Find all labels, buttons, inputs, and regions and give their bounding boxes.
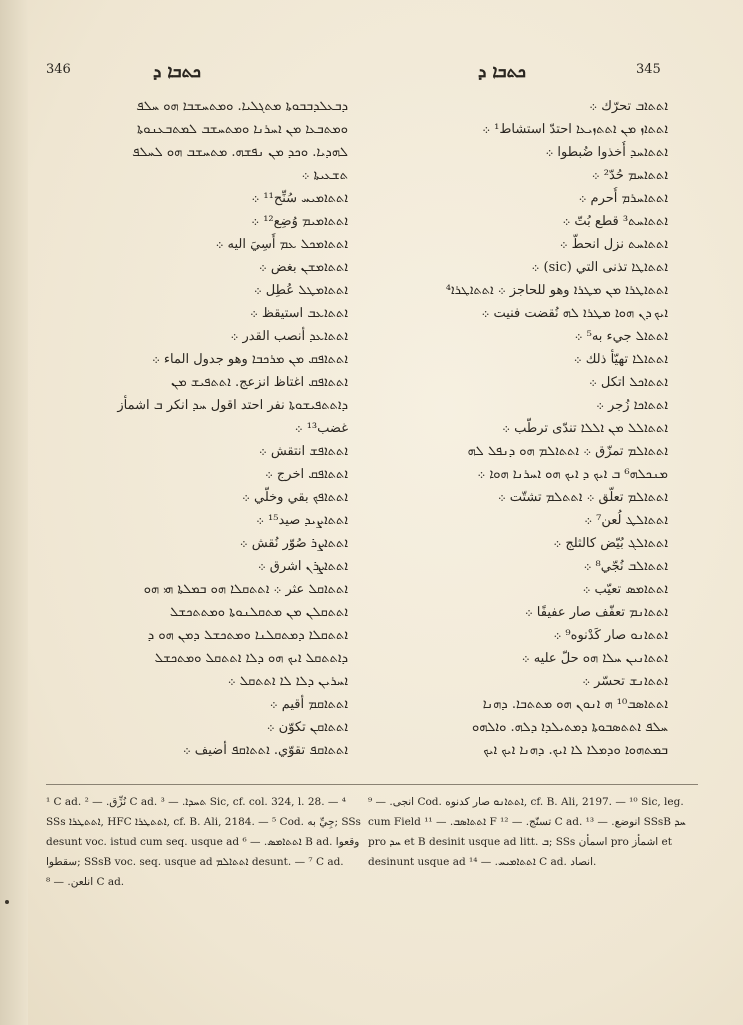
dictionary-entry: ܐܬܬܐܡܝܡ وُضِع¹² ܀ (251, 214, 348, 229)
dictionary-entry: ܐܬܬܐܨܪ صُوّر نُقش ܀ (239, 536, 348, 551)
dictionary-entry: ܒܡܬܗܘܐ ܘܕܡܠܐ ܠܐ ܐܝܟ. ܕܗܢܐ ܐܝܟ ܐܝܟ (483, 743, 668, 758)
dictionary-entry: ܐܬܬܐܨܪܢ اشرق ܀ (257, 559, 348, 574)
dictionary-entry: ܐܬܬܐܠܠ ܡܢ ܐܠܠܐ تندّى ترطّب ܀ (502, 421, 668, 436)
dictionary-entry: ܐܬܬܐܢܫ تحسّر ܀ (582, 674, 668, 689)
dictionary-entry: ܐܬܬܐܙ ܡܢ ܐܬܬܙܝܥܐ احتدّ استشاط¹ ܀ (482, 122, 668, 137)
dictionary-entry: ܡܢܟܠܗ⁶ ܒ ܐܝܟ ܕ ܐܝܟ ܗܘ ܐܚܪܢܐ ܗܘܐ ܀ (477, 467, 668, 482)
dictionary-entry: ܐܬܬܐܣܒ¹⁰ ܗ ܐܢܘܢ ܗܘ ܡܬܬܒܐ. ܕܗܢܐ (482, 697, 668, 712)
dictionary-entry: ܐܬܬܐܡܟܠ ܥܡ أَسِيَ اليه ܀ (215, 237, 348, 252)
dictionary-entry: ܐܬܬܐܠܡ تمزّق ܀ ܐܬܬܐܠܡ ܗܘ ܕܢܦܠ ܠܗ (467, 444, 668, 459)
dictionary-entry: ܐܬܬܐܟܠ اتكل ܀ (588, 375, 668, 390)
dictionary-entry: ܐܬܬܐܠܛ لُعن⁷ ܀ (584, 513, 668, 528)
left-page-number: 346 (46, 62, 71, 77)
dictionary-entry: ܐܬܬܐܡܝܚ سُنِّح¹¹ ܀ (251, 191, 348, 206)
dictionary-entry: ܐܚܪܝܢ ܕܠܐ ܠܐ ܐܬܬܩܠ ܀ (227, 674, 348, 689)
dictionary-entry: ܐܬܬܐܡܣ تعيّب ܀ (582, 582, 668, 597)
left-column (48, 95, 348, 762)
dictionary-entry: ܐܬܬܐܦܩ اغتاظ انزعج. ܐܬܬܦܝܫ ܡܢ (171, 375, 348, 390)
dictionary-entry: ܐܬܬܐܚܬ نزل انحطّ ܀ (559, 237, 668, 252)
dictionary-entry: ܐܬܬܐܦܩ اخرج ܀ (264, 467, 348, 482)
dictionary-entry: ܬܫܥܝܬܐ ܀ (301, 168, 348, 183)
dictionary-entry: ܠܗܕܝܐ. ܘܟܕ ܡܢ ܢܦܫܗ. ܡܬܚܫܒ ܗܘ ܠܚܠܦ (132, 145, 348, 160)
dictionary-entry: ܐܬܬܐܒ تحرّك ܀ (589, 99, 668, 114)
dictionary-entry: ܐܬܬܐܚܬ³ قطع بُتّ ܀ (562, 214, 668, 229)
dictionary-entry: ܕܐܬܬܦܝܫܘܬܐ نفر احتد اقول ܚܕ انكر ܒ اشمأز (117, 398, 348, 413)
dictionary-entry: ܕܐܬܬܩܠ ܐܝܟ ܗܘ ܕܠܐ ܐܬܬܩܠ ܘܡܬܟܫܠ (154, 651, 348, 666)
right-page-number: 345 (636, 62, 661, 77)
dictionary-entry: ܐܬܬܐܩܢ تكوّن ܀ (266, 720, 348, 735)
dictionary-entry: ܐܬܬܐܩܡ أقيم ܀ (269, 697, 348, 712)
dictionary-entry: ܐܬܬܐܠܡ تعلّق ܀ ܐܬܬܠܡ تشتّت ܀ (497, 490, 668, 505)
dictionary-entry: ܐܬܬܐܡܛܠ عُطِل ܀ (253, 283, 348, 298)
dictionary-entry: ܐܝܟ ܕܢ ܗܘܐ ܡܛܪܐ ܠܗ نُقضت فنيت ܀ (481, 306, 668, 321)
dictionary-entry: ܐܬܬܐܥܒ استيقظ ܀ (249, 306, 348, 321)
dictionary-entry: ܐܬܬܐܠ جيء به⁵ ܀ (574, 329, 668, 344)
dictionary-entry: ܐܬܬܐܩܠ عثر ܀ ܐܬܬܩܠܐ ܗܘ ܒܡܠܬܐ ܗܝ ܗܘ (143, 582, 348, 597)
dictionary-entry: ܐܬܬܐܚܕ أُخذوا ضُبطوا ܀ (545, 145, 668, 160)
dictionary-entry: ܚܠܦ ܐܬܬܣܒܘܬܐ ܕܡܬܝܠܕܐ ܕܠܗ. ܘܐܠܗܘ (472, 720, 668, 735)
dictionary-entry: ܐܬܬܐܚܪܡ أُحرم ܀ (578, 191, 668, 206)
dictionary-entry: ܐܬܬܐܢܘ صار كَدْنوه⁹ ܀ (553, 628, 668, 643)
footnotes-right: انجى. — ⁹ Cod. ܐܬܬܐܢܘ صار كدنوه, cf. B. Ali, 2197. — ¹⁰ Sic, leg. cum Field ܐܬܬܐܣܒ. — ¹¹ F تسنّج. — ¹² C ad. انوضع. — ¹³ SSsB ܚܕ pro ܚܕ et B desinit usque ad litt. ܒ; SSs اسمأن pro اشمأز et desinunt usque ad ܐܬܬܐܡܝܚ. — ¹⁴ C ad. انصاد. (368, 796, 686, 868)
right-running-title: ܟܬܒܐ ܕ (478, 62, 526, 82)
dictionary-entry: ܐܬܬܩܠܐ ܕܡܬܩܠܢܐ ܘܡܬܟܫܠ ܕܡܢ ܗܘ ܕ (147, 628, 348, 643)
dictionary-entry: ܐܬܬܩܠܢ ܡܢ ܡܬܩܠܢܘܬܐ ܘܡܬܬܟܫܠ (169, 605, 348, 620)
dictionary-entry: ܐܬܬܐܛܐ تذنى التي (sic) ܀ (531, 260, 668, 275)
dictionary-entry: ܐܬܬܐܥܕ أنصب القدر ܀ (230, 329, 348, 344)
dictionary-entry: ܐܬܬܐܨܝܕ صيد¹⁵ ܀ (256, 513, 348, 528)
dictionary-entry: ܐܬܬܐܦܫ انتقش ܀ (258, 444, 348, 459)
dictionary-entry: غضب¹³ ܀ (294, 421, 348, 436)
dictionary-entry: ܘܡܬܒܥܐ ܡܢ ܐܚܪܢܐ ܘܡܬܚܫܒ ܠܡܬܒܥܢܘܬܐ (136, 122, 348, 137)
left-running-title: ܟܬܒܐ ܕ (153, 62, 201, 82)
dictionary-entry: ܐܬܬܐܦܟ بقي وخلّي ܀ (242, 490, 348, 505)
footnote-rule (46, 784, 698, 785)
dictionary-entry: ܐܬܬܐܦܩ ܡܢ ܡܪܟܒܐ وهو جدول الماء ܀ (151, 352, 348, 367)
footnotes-left: ¹ C ad. نُزِّق. — ² C ad. ܬܚܕܐ. — ³ Sic, cf. col. 324, l. 28. — ⁴ SSs ܐܬܬܛܪܐ, HFC ܐܬܬܛܪܐ, cf. B. Ali, 2184. — ⁵ Cod. جِيِّ به; SSs desunt voc. istud cum seq. usque ad ܐܬܬܐܡܣ. — ⁶ B ad. وقعوا سقطوا; SSsB voc. seq. usque ad ܐܬܬܐܠܡ desunt. — ⁷ C ad. انلعن. — ⁸ C ad. (46, 796, 361, 888)
right-column (368, 95, 668, 762)
margin-dot (5, 900, 9, 904)
dictionary-entry: ܐܬܬܐܢܝܢ ܚܠܐ ܗܘ حلّ عليه ܀ (521, 651, 668, 666)
dictionary-entry: ܕܒܥܠܕܒܒܘܬܐ ܡܬܓܠܝܐ. ܘܡܬܚܫܒܐ ܗܘ ܚܠܦ (136, 99, 348, 114)
dictionary-entry: ܐܬܬܐܠܒ نُجّي⁸ ܀ (583, 559, 668, 574)
dictionary-entry: ܐܬܬܐܛܪܐ ܡܢ ܡܛܪܐ وهو للحاجز ܀ ܐܬܬܐܛܪܐ⁴ (445, 283, 668, 298)
dictionary-entry: ܐܬܬܐܟܐ زُجر ܀ (596, 398, 668, 413)
page-spine-shadow (0, 0, 28, 1025)
dictionary-entry: ܐܬܬܐܠܓ بُيّض كالثلج ܀ (553, 536, 668, 551)
dictionary-entry: ܐܬܬܐܠܐ تهيّأ ذلك ܀ (573, 352, 668, 367)
dictionary-entry: ܐܬܬܐܩܦ تقوّي. ܐܬܬܐܩܦ أضيف ܀ (182, 743, 348, 758)
dictionary-entry: ܐܬܬܐܡܫܢ بغض ܀ (258, 260, 348, 275)
dictionary-entry: ܐܬܬܐܚܡ حُدّ² ܀ (591, 168, 668, 183)
dictionary-entry: ܐܬܬܐܢܡ تعفّف صار عفيفًا ܀ (524, 605, 668, 620)
